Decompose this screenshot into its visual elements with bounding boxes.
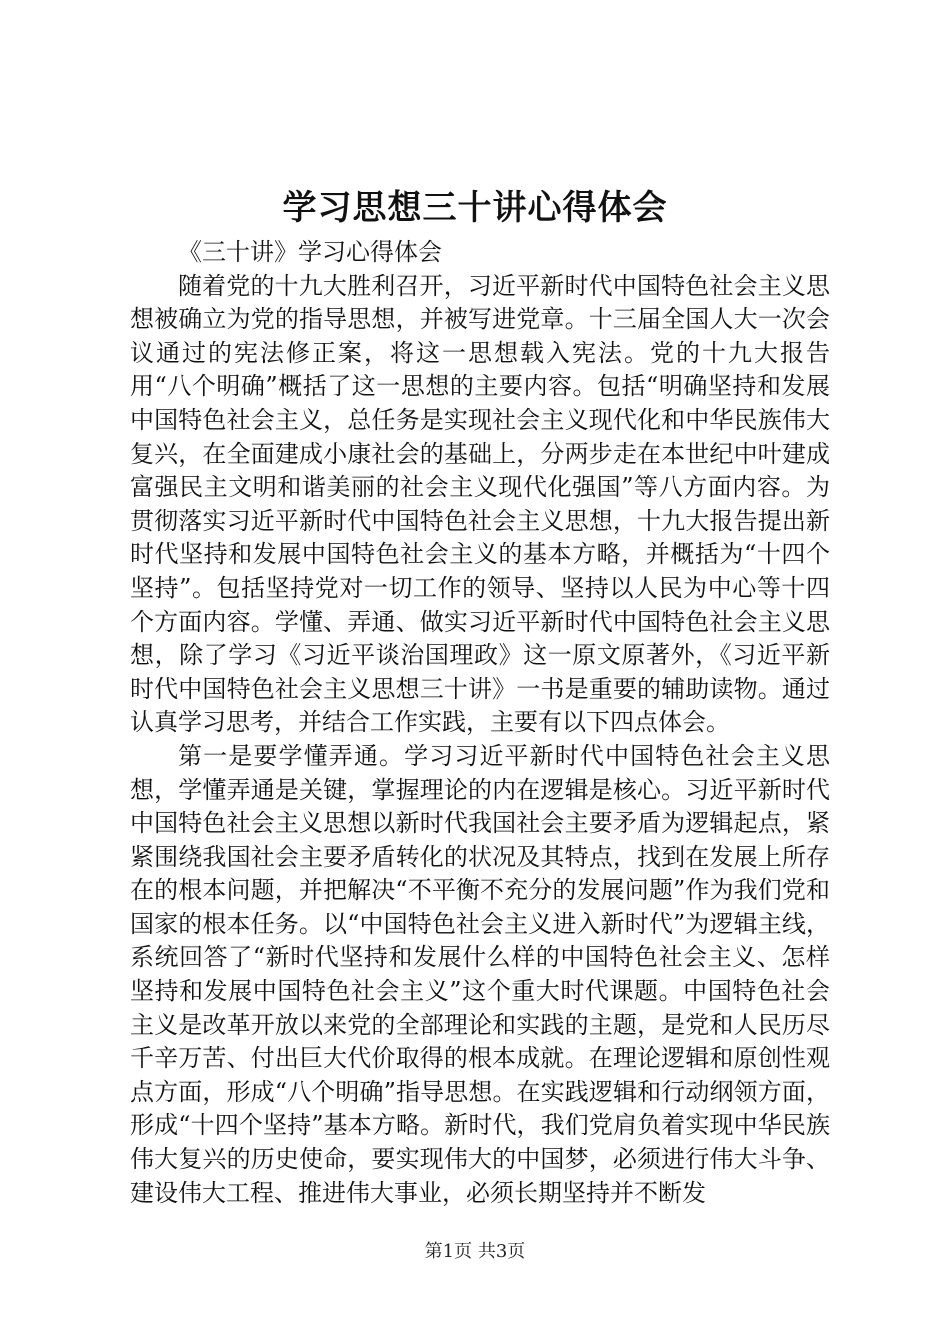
paragraph-subtitle: 《三十讲》学习心得体会: [178, 238, 442, 266]
page-number-footer: 第1页 共3页: [424, 1241, 526, 1262]
document-title: 学习思想三十讲心得体会: [282, 188, 668, 228]
paragraph-first-point: 第一是要学懂弄通。学习习近平新时代中国特色社会主义思想，学懂弄通是关键，掌握理论的内在逻辑是核心。习近平新时代中国特色社会主义思想以新时代我国社会主要矛盾为逻辑起点，紧紧围绕我国社会主要矛盾转化的状况及其特点，找到在发展上所存在的根本问题，并把解决“不平衡不充分的发展问题”作为我们党和国家的根本任务。以“中国特色社会主义进入新时代”为逻辑主线，系统回答了“新时代坚持和发展什么样的中国特色社会主义、怎样坚持和发展中国特色社会主义”这个重大时代课题。中国特色社会主义是改革开放以来党的全部理论和实践的主题，是党和人民历尽千辛万苦、付出巨大代价取得的根本成就。在理论逻辑和原创性观点方面，形成“八个明确”指导思想。在实践逻辑和行动纲领方面，形成“十四个坚持”基本方略。新时代，我们党肩负着实现中华民族伟大复兴的历史使命，要实现伟大的中国梦，必须进行伟大斗争、建设伟大工程、推进伟大事业，必须长期坚持并不断发: [130, 741, 830, 1207]
document-body: [130, 236, 830, 1210]
paragraph-intro: 随着党的十九大胜利召开，习近平新时代中国特色社会主义思想被确立为党的指导思想，并被写进党章。十三届全国人大一次会议通过的宪法修正案，将这一思想载入宪法。党的十九大报告用“八个明确”概括了这一思想的主要内容。包括“明确坚持和发展中国特色社会主义，总任务是实现社会主义现代化和中华民族伟大复兴，在全面建成小康社会的基础上，分两步走在本世纪中叶建成富强民主文明和谐美丽的社会主义现代化强国”等八方面内容。为贯彻落实习近平新时代中国特色社会主义思想，十九大报告提出新时代坚持和发展中国特色社会主义的基本方略，并概括为“十四个坚持”。包括坚持党对一切工作的领导、坚持以人民为中心等十四个方面内容。学懂、弄通、做实习近平新时代中国特色社会主义思想，除了学习《习近平谈治国理政》这一原文原著外，《习近平新时代中国特色社会主义思想三十讲》一书是重要的辅助读物。通过认真学习思考，并结合工作实践，主要有以下四点体会。: [130, 271, 830, 737]
